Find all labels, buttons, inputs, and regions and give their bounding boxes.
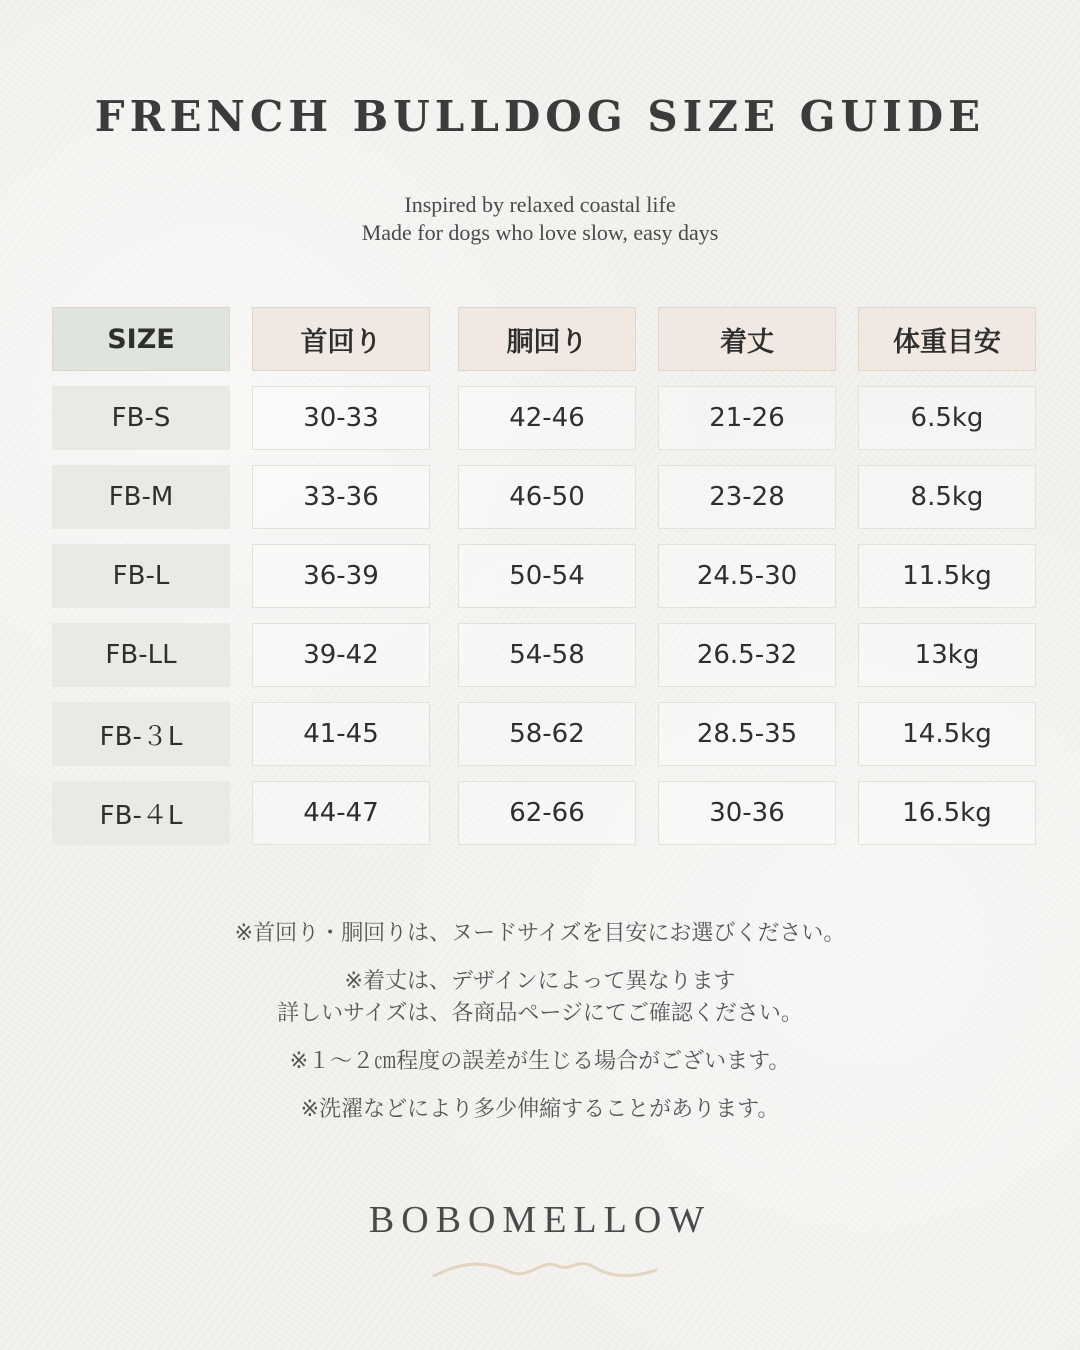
- neck-value: 41-45: [252, 702, 430, 766]
- size-notes: [0, 918, 1080, 1126]
- note-measurement-error: ※１～２㎝程度の誤差が生じる場合がございます。: [289, 1049, 791, 1074]
- size-label: FB-M: [52, 465, 230, 529]
- brand-name: BOBOMELLOW: [368, 1199, 712, 1241]
- length-value: 23-28: [658, 465, 836, 529]
- chest-value: 46-50: [458, 465, 636, 529]
- length-value: 28.5-35: [658, 702, 836, 766]
- length-value: 30-36: [658, 781, 836, 845]
- length-value: 26.5-32: [658, 623, 836, 687]
- weight-value: 13kg: [858, 623, 1036, 687]
- length-value: 24.5-30: [658, 544, 836, 608]
- weight-value: 11.5kg: [858, 544, 1036, 608]
- chest-value: 42-46: [458, 386, 636, 450]
- weight-value: 14.5kg: [858, 702, 1036, 766]
- chest-value: 54-58: [458, 623, 636, 687]
- note-nude-size: ※首回り・胴回りは、ヌードサイズを目安にお選びください。: [234, 921, 846, 946]
- neck-value: 33-36: [252, 465, 430, 529]
- note-see-product-page: 詳しいサイズは、各商品ページにてご確認ください。: [277, 1001, 803, 1026]
- weight-value: 8.5kg: [858, 465, 1036, 529]
- subtitle-line-1: Inspired by relaxed coastal life: [404, 192, 676, 217]
- size-label: FB-S: [52, 386, 230, 450]
- chest-value: 62-66: [458, 781, 636, 845]
- neck-value: 44-47: [252, 781, 430, 845]
- length-value: 21-26: [658, 386, 836, 450]
- neck-value: 30-33: [252, 386, 430, 450]
- size-label: FB-４L: [52, 781, 230, 845]
- chest-value: 58-62: [458, 702, 636, 766]
- header-weight: 体重目安: [858, 307, 1036, 371]
- size-label: FB-L: [52, 544, 230, 608]
- neck-value: 36-39: [252, 544, 430, 608]
- chest-value: 50-54: [458, 544, 636, 608]
- size-label: FB-LL: [52, 623, 230, 687]
- weight-value: 6.5kg: [858, 386, 1036, 450]
- header-size: SIZE: [52, 307, 230, 371]
- header-chest: 胴回り: [458, 307, 636, 371]
- subtitle: [0, 191, 1080, 247]
- size-label: FB-３L: [52, 702, 230, 766]
- note-length-design: ※着丈は、デザインによって異なります: [344, 969, 736, 994]
- header-neck: 首回り: [252, 307, 430, 371]
- note-washing-shrinkage: ※洗濯などにより多少伸縮することがあります。: [300, 1097, 780, 1122]
- subtitle-line-2: Made for dogs who love slow, easy days: [361, 220, 719, 245]
- page-title: FRENCH BULLDOG SIZE GUIDE: [94, 92, 986, 141]
- header-length: 着丈: [658, 307, 836, 371]
- neck-value: 39-42: [252, 623, 430, 687]
- wave-ornament-icon: [430, 1252, 660, 1292]
- weight-value: 16.5kg: [858, 781, 1036, 845]
